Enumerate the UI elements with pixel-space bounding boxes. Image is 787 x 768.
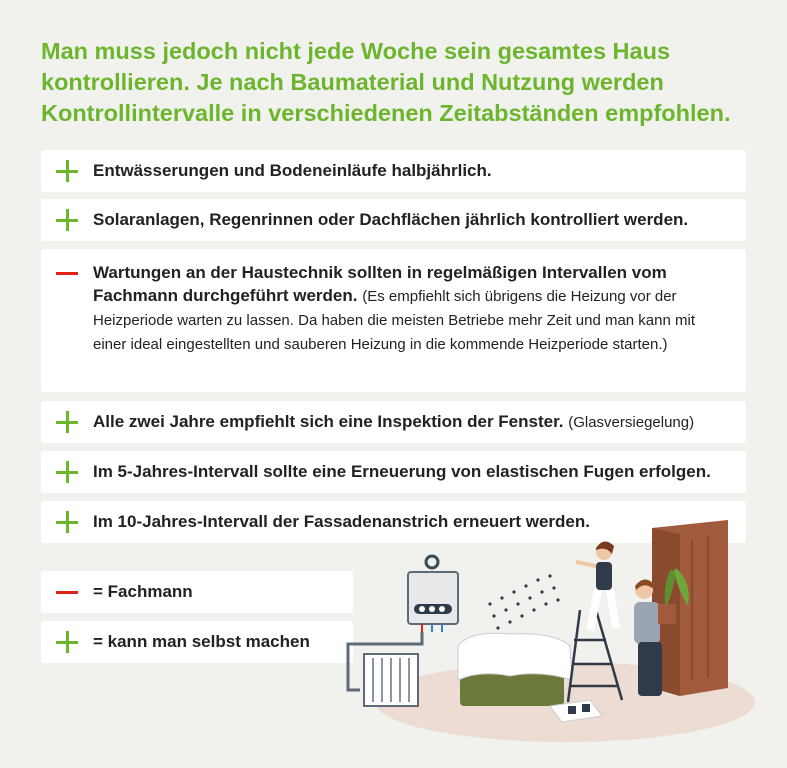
list-item xyxy=(41,401,746,443)
item-text: Entwässerungen und Bodeneinläufe halbjährlich. xyxy=(93,161,492,180)
item-note: (Glasversiegelung) xyxy=(568,414,695,431)
item-text: Im 5-Jahres-Intervall sollte eine Erneuerung von elastischen Fugen erfolgen. xyxy=(93,462,711,481)
plus-icon xyxy=(56,631,78,653)
plus-icon xyxy=(56,461,78,483)
plus-icon xyxy=(56,160,78,182)
plus-icon xyxy=(56,411,78,433)
item-note: (Es empfiehlt sich übrigens die Heizung vor der Heizperiode warten zu lassen. Da haben die meisten Betriebe mehr Zeit und man kann mit einer ideal eingestellten und sauberen Heizung in die kommende Heizperiode starten.) xyxy=(93,288,695,353)
legend-item xyxy=(41,571,353,613)
painter-person-icon xyxy=(576,541,616,630)
item-text: Im 10-Jahres-Intervall der Fassadenanstrich erneuert werden. xyxy=(93,512,590,531)
item-text: Alle zwei Jahre empfiehlt sich eine Inspektion der Fenster. xyxy=(93,412,564,431)
item-text: Solaranlagen, Regenrinnen oder Dachflächen jährlich kontrolliert werden. xyxy=(93,210,689,229)
headline: Man muss jedoch nicht jede Woche sein gesamtes Haus kontrollieren. Je nach Baumaterial und Nutzung werden Kontrollintervalle in verschiedenen Zeitabständen empfohlen. xyxy=(41,38,731,126)
paint-drops xyxy=(488,574,559,629)
list-item xyxy=(41,199,746,241)
radiator-icon xyxy=(364,654,418,706)
maintenance-illustration xyxy=(340,520,780,768)
plus-icon xyxy=(56,209,78,231)
minus-icon xyxy=(56,581,78,603)
minus-icon xyxy=(56,262,78,284)
item-text: Wartungen an der Haustechnik sollten in regelmäßigen Intervallen vom Fachmann durchgeführt werden. xyxy=(93,263,667,305)
list-item xyxy=(41,249,746,392)
list-item xyxy=(41,451,746,493)
plus-icon xyxy=(56,511,78,533)
legend-item xyxy=(41,621,353,663)
legend-text: = kann man selbst machen xyxy=(93,632,310,651)
legend-text: = Fachmann xyxy=(93,582,193,601)
covered-sofa-icon xyxy=(458,633,572,706)
list-item xyxy=(41,150,746,192)
